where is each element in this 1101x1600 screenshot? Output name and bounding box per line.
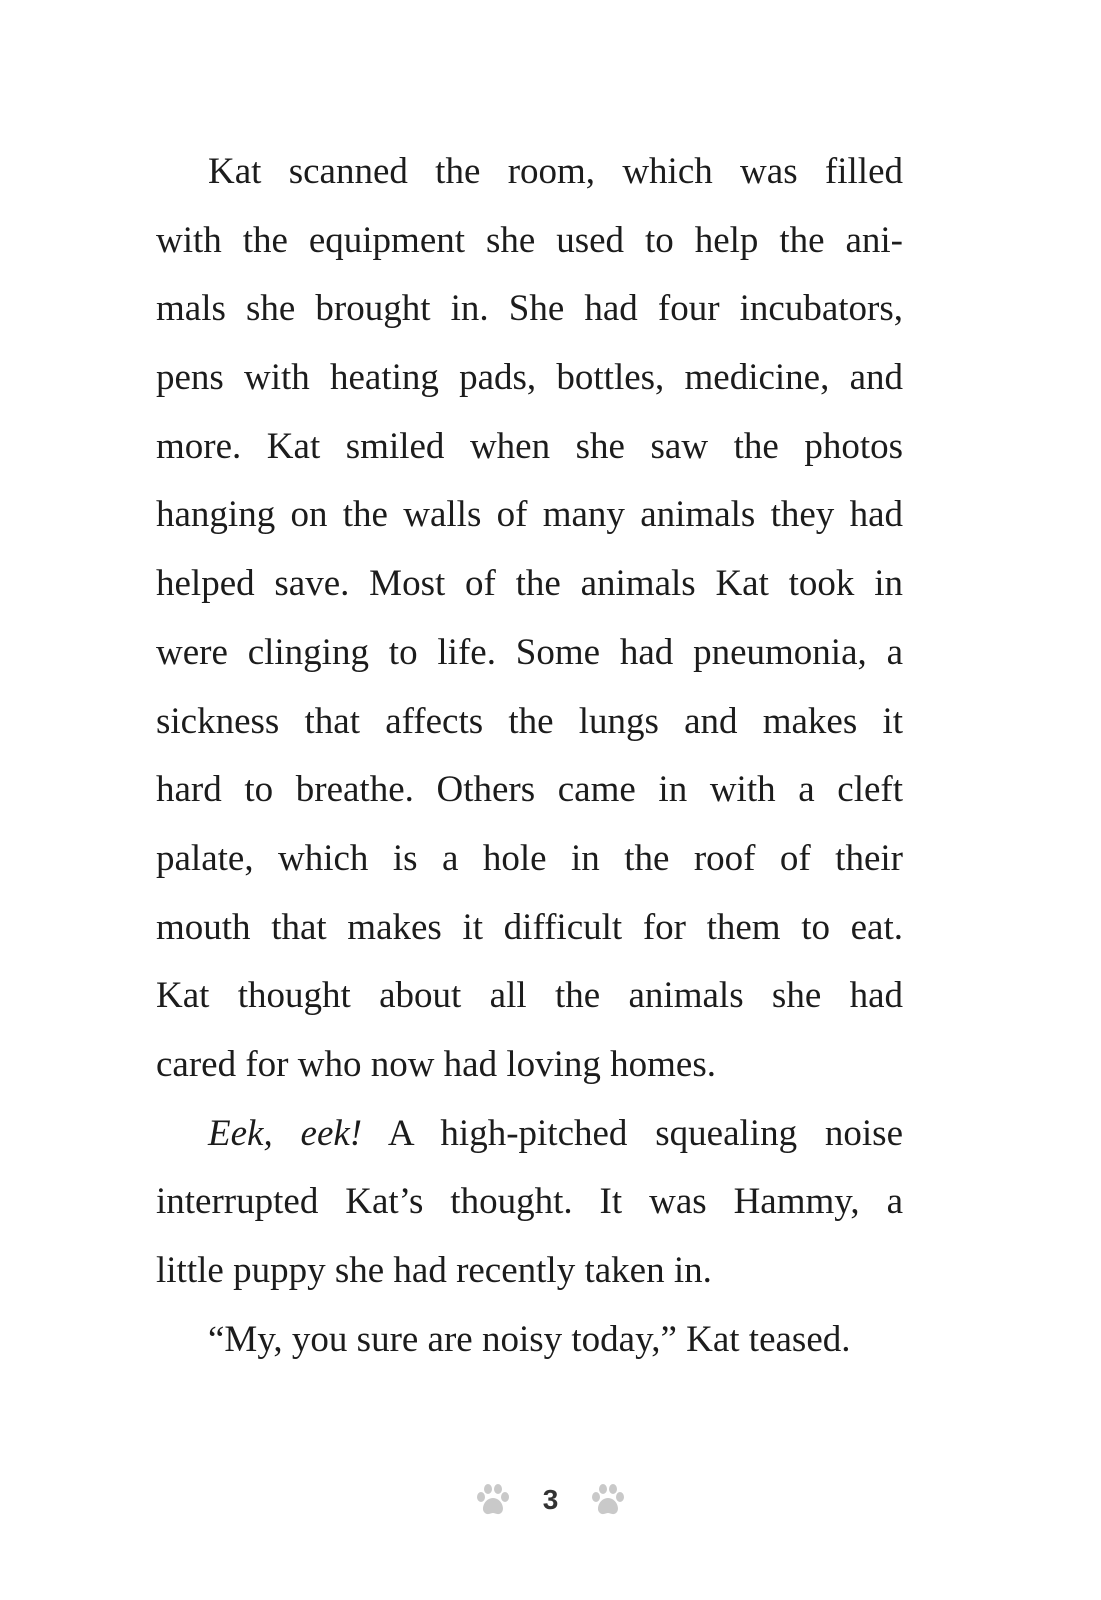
page-number: 3 — [542, 1484, 559, 1515]
text-line: with the equipment she used to help the ani- — [156, 219, 903, 261]
paragraph-1 — [156, 138, 903, 1100]
text-line: more. Kat smiled when she saw the photos — [156, 425, 903, 467]
page-footer — [0, 1480, 1101, 1520]
text-line: hanging on the walls of many animals they had — [156, 494, 903, 536]
text-line: sickness that affects the lungs and makes it — [156, 700, 903, 742]
text-line: Kat scanned the room, which was filled — [208, 151, 903, 192]
text-line: helped save. Most of the animals Kat took in — [156, 563, 903, 605]
text-line: mals she brought in. She had four incubators, — [156, 288, 903, 330]
text-line: Kat thought about all the animals she had — [156, 975, 903, 1017]
paw-print-icon — [473, 1480, 513, 1520]
sound-effect-italic: Eek, eek! — [208, 1112, 363, 1154]
text-line: “My, you sure are noisy today,” Kat teased. — [208, 1318, 851, 1360]
text-line: interrupted Kat’s thought. It was Hammy, a — [156, 1181, 903, 1223]
text-line: hard to breathe. Others came in with a cleft — [156, 769, 903, 811]
text-line — [156, 1100, 903, 1169]
paw-print-icon — [588, 1480, 628, 1520]
text-line: cared for who now had loving homes. — [156, 1043, 717, 1085]
paragraph-2 — [156, 1100, 903, 1306]
text-line: little puppy she had recently taken in. — [156, 1250, 712, 1291]
text-line: were clinging to life. Some had pneumonia, a — [156, 631, 903, 673]
body-text — [156, 138, 903, 1374]
text-line: mouth that makes it difficult for them to eat. — [156, 906, 903, 948]
paragraph-3 — [156, 1306, 903, 1375]
text-line: pens with heating pads, bottles, medicine, and — [156, 357, 903, 399]
text-line-rest: A high-pitched squealing noise — [362, 1112, 903, 1154]
text-line: palate, which is a hole in the roof of their — [156, 837, 903, 879]
